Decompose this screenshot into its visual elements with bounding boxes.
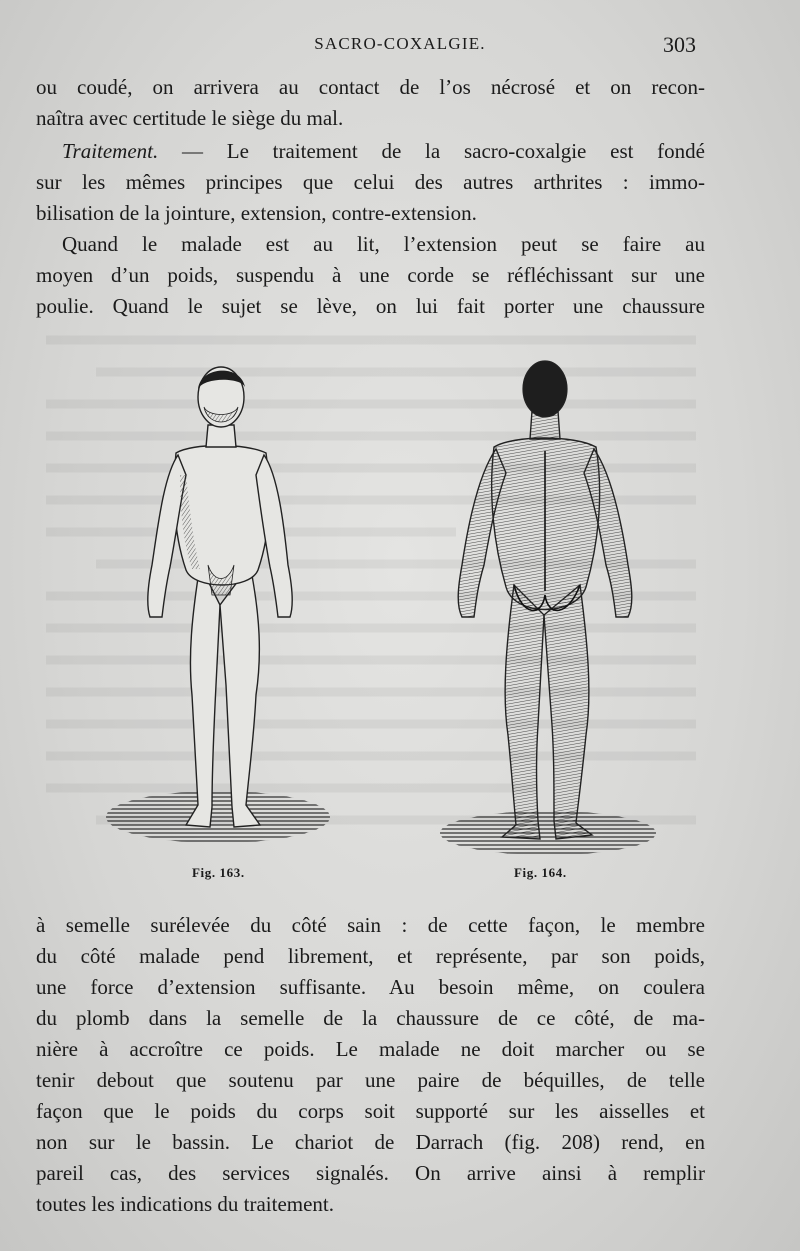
figure-163-illustration (100, 355, 340, 855)
figure-164-caption: Fig. 164. (514, 865, 567, 880)
text-line: façon que le poids du corps soit supporté sur les aisselles et (36, 1099, 705, 1123)
text-line: sur les mêmes principes que celui des autres arthrites : immo- (36, 170, 705, 194)
text-line: ou coudé, on arrivera au contact de l’os nécrosé et on recon- (36, 75, 705, 99)
text-line: tenir debout que soutenu par une paire de béquilles, de telle (36, 1068, 705, 1092)
text-line: une force d’extension suffisante. Au besoin même, on coulera (36, 975, 705, 999)
text-line: non sur le bassin. Le chariot de Darrach (fig. 208) rend, en (36, 1130, 705, 1154)
text-line: naîtra avec certitude le siège du mal. (36, 106, 344, 130)
standing-figure-front (148, 367, 292, 827)
head-back (523, 361, 567, 417)
text-line: nière à accroître ce poids. Le malade ne doit marcher ou se (36, 1037, 705, 1061)
text-line (62, 136, 705, 167)
text-line: à semelle surélevée du côté sain : de cette façon, le membre (36, 913, 705, 937)
ground-shadow (440, 811, 656, 855)
text-line: bilisation de la jointure, extension, contre-extension. (36, 201, 477, 225)
text-line: du plomb dans la semelle de la chaussure de ce côté, de ma- (36, 1006, 705, 1030)
text-line: pareil cas, des services signalés. On arrive ainsi à remplir (36, 1161, 705, 1185)
text-line: poulie. Quand le sujet se lève, on lui fait porter une chaussure (36, 294, 705, 318)
figure-163-caption: Fig. 163. (192, 865, 245, 880)
page-number: 303 (663, 32, 696, 57)
figure-164 (430, 355, 660, 880)
running-title: SACRO-COXALGIE. (314, 34, 486, 53)
running-head (0, 32, 800, 60)
ground-shadow (106, 791, 330, 843)
text-line: Quand le malade est au lit, l’extension peut se faire au (62, 232, 705, 256)
figure-164-illustration (430, 355, 660, 855)
text-line-rest: — Le traitement de la sacro-coxalgie est fondé (158, 139, 705, 163)
figure-163 (100, 355, 340, 880)
section-label: Traitement. (62, 139, 159, 163)
text-line: du côté malade pend librement, et représente, par son poids, (36, 944, 705, 968)
text-line: toutes les indications du traitement. (36, 1192, 335, 1216)
text-line: moyen d’un poids, suspendu à une corde se réfléchissant sur une (36, 263, 705, 287)
